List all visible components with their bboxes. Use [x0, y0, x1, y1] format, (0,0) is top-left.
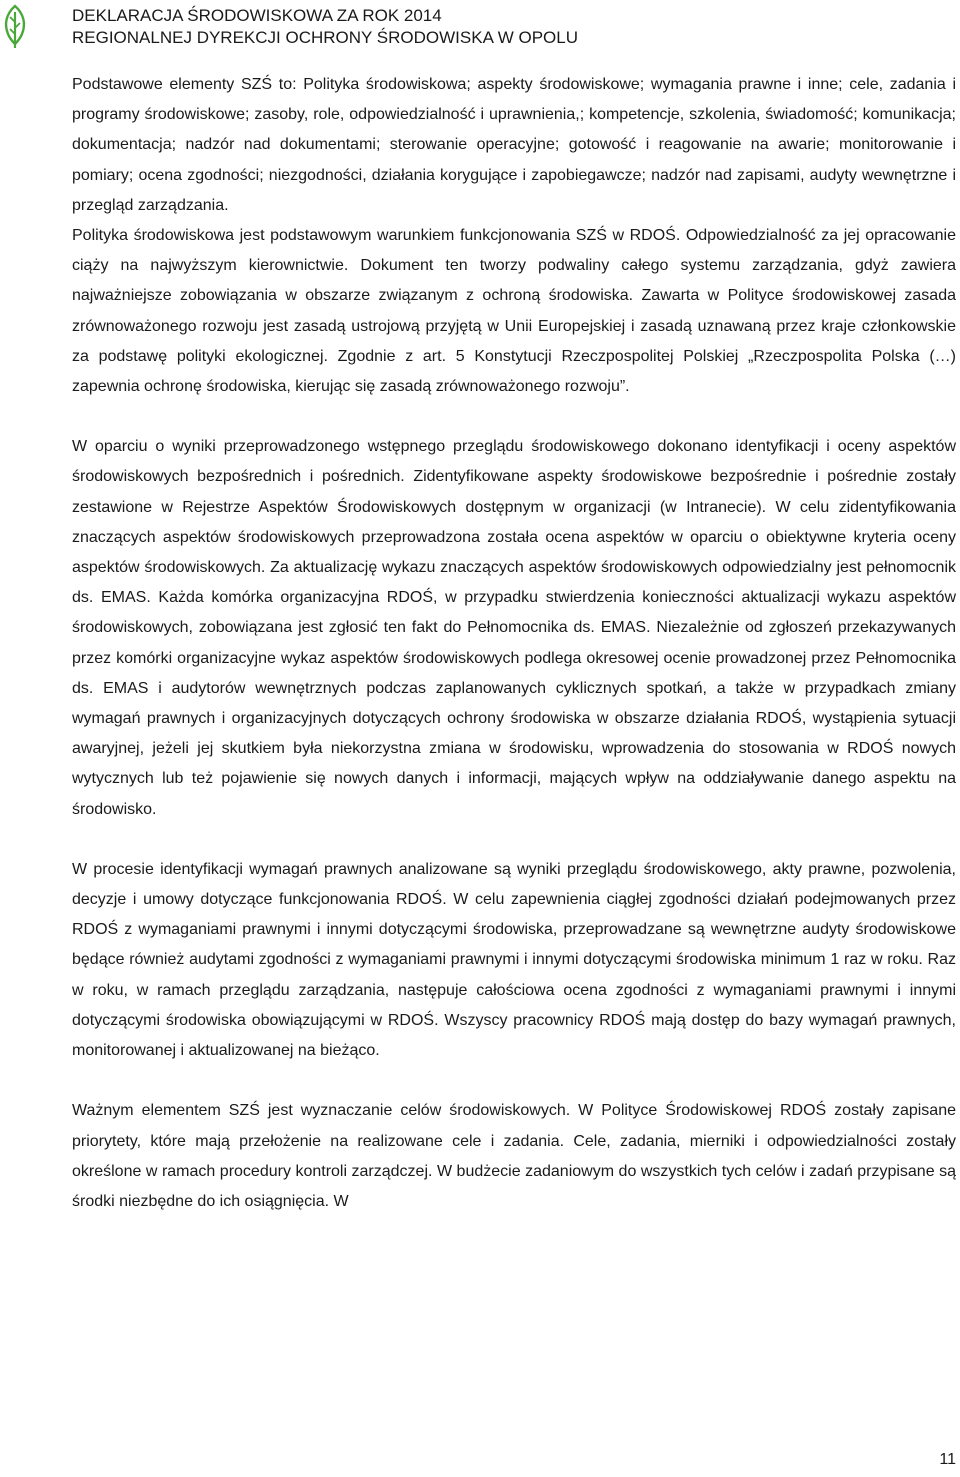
paragraph-gap	[72, 402, 956, 432]
paragraph-gap	[72, 825, 956, 855]
paragraph-sz-elements: Podstawowe elementy SZŚ to: Polityka środowiskowa; aspekty środowiskowe; wymagania prawne i inne; cele, zadania i programy środowiskowe; zasoby, role, odpowiedzialność i uprawnienia,; kompetencje, szkolenia, świadomość; komunikacja; dokumentacja; nadzór nad dokumentami; sterowanie operacyjne; gotowość i reagowanie na awarie; monitorowanie i pomiary; ocena zgodności; niezgodności, działania korygujące i zapobiegawcze; nadzór nad zapisami, audyty wewnętrzne i przegląd zarządzania.	[72, 76, 956, 214]
document-body	[72, 70, 956, 1217]
leaf-logo-icon	[2, 4, 28, 50]
paragraph-legal-requirements: W procesie identyfikacji wymagań prawnych analizowane są wyniki przeglądu środowiskowego, akty prawne, pozwolenia, decyzje i umowy dotyczące funkcjonowania RDOŚ. W celu zapewnienia ciągłej zgodności działań podejmowanych przez RDOŚ z wymaganiami prawnymi i innymi dotyczącymi środowiska, przeprowadzane są wewnętrzne audyty środowiskowe będące również audytami zgodności z wymaganiami prawnymi i innymi dotyczącymi środowiska minimum 1 raz w roku. Raz w roku, w ramach przeglądu zarządzania, następuje całościowa ocena zgodności z wymaganiami prawnymi i innymi dotyczącymi środowiska obowiązującymi w RDOŚ. Wszyscy pracownicy RDOŚ mają dostęp do bazy wymagań prawnych, monitorowanej i aktualizowanej na bieżąco.	[72, 860, 956, 1060]
paragraph-environmental-goals: Ważnym elementem SZŚ jest wyznaczanie celów środowiskowych. W Polityce Środowiskowej RDOŚ zostały zapisane priorytety, które mają przełożenie na realizowane cele i zadania. Cele, zadania, mierniki i odpowiedzialności zostały określone w ramach procedury kontroli zarządczej. W budżecie zadaniowym do wszystkich tych celów i zadań przypisane są środki niezbędne do ich osiągnięcia. W	[72, 1102, 956, 1210]
paragraph-gap	[72, 1066, 956, 1096]
document-title-block	[72, 5, 578, 49]
page-number: 11	[939, 1451, 956, 1468]
paragraph-environmental-policy: Polityka środowiskowa jest podstawowym warunkiem funkcjonowania SZŚ w RDOŚ. Odpowiedzialność za jej opracowanie ciąży na najwyższym kierownictwie. Dokument ten tworzy podwaliny całego systemu zarządzania, gdyż zawiera najważniejsze zobowiązania w obszarze związanym z ochroną środowiska. Zawarta w Polityce środowiskowej zasada zrównoważonego rozwoju jest zasadą ustrojową przyjętą w Unii Europejskiej i zasadą uznawaną przez kraje członkowskie za podstawę polityki ekologicznej. Zgodnie z art. 5 Konstytucji Rzeczpospolitej Polskiej „Rzeczpospolita Polska (…) zapewnia ochronę środowiska, kierując się zasadą zrównoważonego rozwoju”.	[72, 227, 956, 396]
organization-name: REGIONALNEJ DYREKCJI OCHRONY ŚRODOWISKA W OPOLU	[72, 28, 578, 47]
paragraph-aspects-identification: W oparciu o wyniki przeprowadzonego wstępnego przeglądu środowiskowego dokonano identyfikacji i oceny aspektów środowiskowych bezpośrednich i pośrednich. Zidentyfikowane aspekty środowiskowe bezpośrednie i pośrednie zostały zestawione w Rejestrze Aspektów Środowiskowych dostępnym w organizacji (w Intranecie). W celu zidentyfikowania znaczących aspektów środowiskowych przeprowadzona została ocena aspektów w oparciu o obiektywne kryteria oceny aspektów środowiskowych. Za aktualizację wykazu znaczących aspektów środowiskowych odpowiedzialny jest pełnomocnik ds. EMAS. Każda komórka organizacyjna RDOŚ, w przypadku stwierdzenia konieczności aktualizacji wykazu aspektów środowiskowych, zobowiązana jest zgłosić ten fakt do Pełnomocnika ds. EMAS. Niezależnie od zgłoszeń przekazywanych przez komórki organizacyjne wykaz aspektów środowiskowych podlega okresowej ocenie prowadzonej przez Pełnomocnika ds. EMAS i audytorów wewnętrznych podczas zaplanowanych cyklicznych spotkań, a także w przypadkach zmiany wymagań prawnych i organizacyjnych dotyczących ochrony środowiska w obszarze działania RDOŚ, wystąpienia sytuacji awaryjnej, jeżeli jej skutkiem była niekorzystna zmiana w środowisku, wprowadzenia do stosowania w RDOŚ nowych wytycznych lub też pojawienie się nowych danych i informacji, mających wpływ na oddziaływanie danego aspektu na środowisko.	[72, 438, 956, 818]
document-title: DEKLARACJA ŚRODOWISKOWA ZA ROK 2014	[72, 6, 442, 25]
page-header	[0, 0, 960, 52]
